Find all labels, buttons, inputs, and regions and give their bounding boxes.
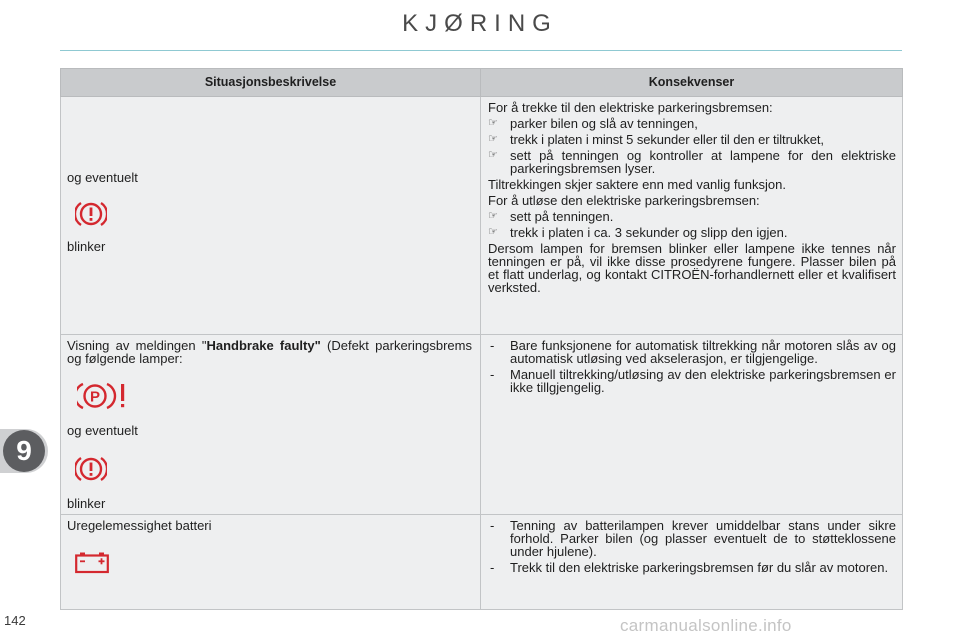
list-item	[488, 561, 896, 574]
consequence-cell	[481, 335, 903, 515]
consequence-paragraph: Dersom lampen for bremsen blinker eller lampene ikke tennes når tenningen er på, vil ikke disse prosedyrene fungere. Plasser bilen på et flatt underlag, og kontakt CITROËN-forhandlernett eller et kvalifisert verksted.	[488, 241, 896, 295]
list-item-text: parker bilen og slå av tenningen,	[510, 116, 698, 131]
situation-text: blinker	[67, 239, 106, 254]
list-item-text: Trekk til den elektriske parkeringsbremsen før du slår av motoren.	[510, 560, 889, 575]
list-item	[488, 133, 896, 146]
situation-cell	[61, 515, 481, 610]
table-row	[61, 515, 903, 610]
column-header-consequences: Konsekvenser	[481, 69, 903, 97]
warning-table	[60, 68, 903, 610]
footer-watermark: carmanualsonline.info	[620, 616, 792, 635]
consequence-cell	[481, 97, 903, 335]
consequence-paragraph: Tiltrekkingen skjer saktere enn med vanlig funksjon.	[488, 177, 786, 192]
list-item-text: trekk i platen i ca. 3 sekunder og slipp den igjen.	[510, 225, 788, 240]
situation-text: og eventuelt	[67, 423, 138, 438]
list-item-text: Bare funksjonene for automatisk tiltrekking når motoren slås av og automatisk utløsing ved akselerasjon, er tilgjengelige.	[510, 338, 896, 366]
list-item	[488, 210, 896, 223]
situation-message	[67, 339, 472, 365]
parking-brake-fault-icon	[77, 381, 129, 411]
message-suffix: (Defekt parkeringsbrems og følgende lamper:	[67, 338, 472, 366]
situation-text: Uregelemessighet batteri	[67, 518, 212, 533]
table-row	[61, 97, 903, 335]
table-row	[61, 335, 903, 515]
situation-cell	[61, 335, 481, 515]
title-divider	[60, 50, 902, 51]
list-item-text: trekk i platen i minst 5 sekunder eller til den er tiltrukket,	[510, 132, 824, 147]
consequence-paragraph: For å trekke til den elektriske parkeringsbremsen:	[488, 100, 773, 115]
consequence-cell	[481, 515, 903, 610]
page-title: KJØRING	[402, 10, 558, 37]
battery-icon	[75, 552, 109, 574]
message-prefix: Visning av meldingen "	[67, 338, 207, 353]
list-item-text: sett på tenningen og kontroller at lampene for den elektriske parkeringsbremsen lyser.	[510, 148, 896, 176]
list-item	[488, 226, 896, 239]
finger-pointer-icon: ☞	[488, 133, 498, 145]
table-header-row	[61, 69, 903, 97]
situation-cell	[61, 97, 481, 335]
situation-text: og eventuelt	[67, 170, 138, 185]
chapter-tab	[0, 429, 48, 473]
list-item	[488, 368, 896, 394]
finger-pointer-icon: ☞	[488, 149, 498, 161]
dash-marker: -	[490, 367, 495, 382]
finger-pointer-icon: ☞	[488, 226, 498, 238]
dash-marker: -	[490, 518, 495, 533]
column-header-situation: Situasjonsbeskrivelse	[61, 69, 481, 97]
list-item-text: sett på tenningen.	[510, 209, 614, 224]
dash-marker: -	[490, 560, 495, 575]
dash-marker: -	[490, 338, 495, 353]
finger-pointer-icon: ☞	[488, 117, 498, 129]
list-item	[488, 519, 896, 558]
message-name: Handbrake faulty"	[206, 338, 321, 353]
page-number: 142	[4, 613, 26, 628]
list-item	[488, 149, 896, 175]
consequence-paragraph: For å utløse den elektriske parkeringsbremsen:	[488, 193, 760, 208]
list-item	[488, 339, 896, 365]
situation-text: blinker	[67, 496, 106, 511]
list-item	[488, 117, 896, 130]
list-item-text: Tenning av batterilampen krever umiddelbar stans under sikre forhold. Parker bilen (og plasser eventuelt de to støtteklossene under hjulene).	[510, 518, 896, 559]
list-item-text: Manuell tiltrekking/utløsing av den elektriske parkeringsbremsen er ikke tillgjengelig.	[510, 367, 896, 395]
chapter-number: 9	[3, 430, 45, 472]
brake-warning-icon	[75, 455, 107, 483]
svg-text:P: P	[89, 388, 101, 406]
brake-warning-icon	[75, 200, 107, 228]
finger-pointer-icon: ☞	[488, 210, 498, 222]
